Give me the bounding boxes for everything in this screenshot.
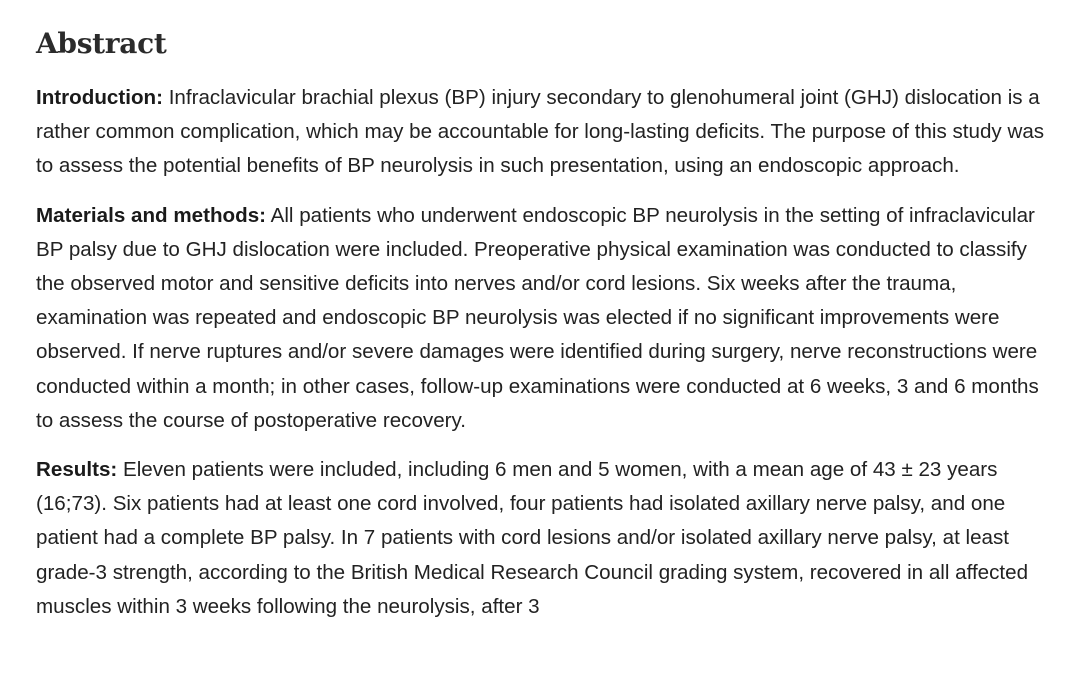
- methods-label: Materials and methods:: [36, 203, 267, 227]
- introduction-label: Introduction:: [36, 86, 163, 109]
- results-text: Eleven patients were included, including 6 men and 5 women, with a mean age of 43 ± 23 years (16;73). Six patients had at least one cord involved, four patients had isolated axillary nerve palsy, and one patient had a complete BP palsy. In 7 patients with cord lesions and/or isolated axillary nerve palsy, at least grade-3 strength, according to the British Medical Research Council grading system, recovered in all affected muscles within 3 weeks following the neurolysis, after 3: [36, 458, 1029, 618]
- abstract-heading: Abstract: [36, 27, 167, 60]
- introduction-text: Infraclavicular brachial plexus (BP) injury secondary to glenohumeral joint (GHJ) dislocation is a rather common complication, which may be accountable for long-lasting deficits. The purpose of this study was to assess the potential benefits of BP neurolysis in such presentation, using an endoscopic approach.: [36, 86, 1045, 178]
- methods-paragraph: [36, 199, 1056, 438]
- introduction-paragraph: [36, 81, 1056, 184]
- methods-text: All patients who underwent endoscopic BP neurolysis in the setting of infraclavicular BP palsy due to GHJ dislocation were included. Preoperative physical examination was conducted to classify the observed motor and sensitive deficits into nerves and/or cord lesions. Six weeks after the trauma, examination was repeated and endoscopic BP neurolysis was elected if no significant improvements were observed. If nerve ruptures and/or severe damages were identified during surgery, nerve reconstructions were conducted within a month; in other cases, follow-up examinations were conducted at 6 weeks, 3 and 6 months to assess the course of postoperative recovery.: [36, 203, 1039, 432]
- results-paragraph: [36, 453, 1056, 624]
- results-label: Results:: [36, 458, 118, 482]
